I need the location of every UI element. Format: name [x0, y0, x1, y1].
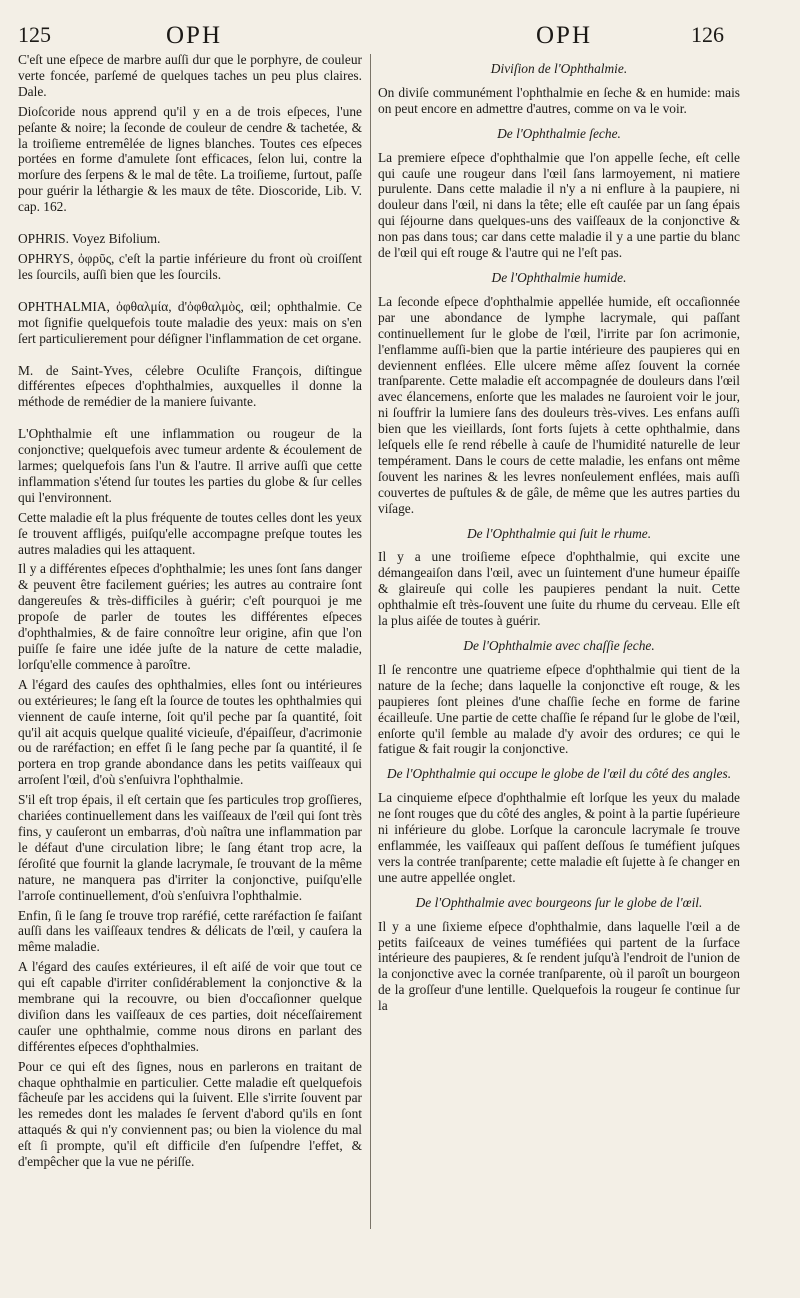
paragraph: Il y a une ſixieme eſpece d'ophthalmie, dans laquelle l'œil a de petits faiſceaux de veines tuméfiées qui partent de la ſurface intérieure des paupieres, & ſe rendent juſqu'à l'endroit de l'union de la conjonctive avec la cornée tranſparente, où il paroît un bourgeon de la groſſeur d'une lentille. Quelquefois la rougeur ſe continue ſur la [378, 918, 740, 1014]
paragraph: OPHTHALMIA, ὀφθαλμία, d'ὀφθαλμὸς, œil; ophthalmie. Ce mot ſignifie quelquefois toute maladie des yeux: mais on s'en ſert particulierement pour déſigner l'inflammation de cet organe. [18, 298, 362, 346]
section-heading: De l'Ophthalmie qui occupe le globe de l'œil du côté des angles. [386, 766, 732, 782]
paragraph: OPHRYS, ὀφρῦς, c'eſt la partie inférieure du front où croiſſent les ſourcils, auſſi bien que les ſourcils. [18, 250, 362, 282]
section-heading: De l'Ophthalmie ſeche. [497, 125, 621, 141]
right-column [378, 52, 740, 1022]
column-rule [370, 54, 371, 1229]
paragraph: Il ſe rencontre une quatrieme eſpece d'ophthalmie qui tient de la nature de la ſeche; dans laquelle la conjonctive eſt rouge, & les paupieres ſont pleines d'une chaſſie ſeche en forme de farine écailleuſe. Une partie de cette chaſſie ſe répand ſur le globe de l'œil, enſorte qu'il ſemble au malade d'y avoir des ordures; ce qui le fatigue & fait rougir la conjonctive. [378, 661, 740, 757]
section-heading: De l'Ophthalmie qui ſuit le rhume. [466, 525, 652, 541]
paragraph: Il y a différentes eſpeces d'ophthalmie; les unes ſont ſans danger & peuvent être facilement guéries; les autres au contraire ſont dangereuſes & très-difficiles à guérir; c'eſt pourquoi je me propoſe de parler de toutes les différentes eſpeces d'ophthalmies, & de faire connoître leur origine, afin que l'on puiſſe ſe faire une idée juſte de la nature de cette maladie, lorſqu'elle commence à paroître. [18, 561, 362, 672]
section-heading: Diviſion de l'Ophthalmie. [490, 61, 628, 76]
paragraph: S'il eſt trop épais, il eſt certain que ſes particules trop groſſieres, chariées continuellement dans les vaiſſeaux de l'œil qui ſont très fins, y cauſeront un embarras, d'où naîtra une inflammation par le défaut d'une circulation libre; le ſang étant trop acre, la ſéroſité que fournit la glande lacrymale, ſe trouvant de la même nature, ne manquera pas d'irriter la conjonctive, puiſqu'elle l'arroſe continuellement, d'où s'enſuivra l'ophthalmie. [18, 792, 362, 903]
paragraph: La cinquieme eſpece d'ophthalmie eſt lorſque les yeux du malade ne ſont rouges que du côté des angles, & point à la partie ſupérieure ni inférieure du globe. Lorſque la caroncule lacrymale ſe trouve enflammée, les vaiſſeaux qui paſſent deſſous ſe tuméfient juſques vers la contrée tranſparente; cette maladie eſt ſujette à ſe changer en une autre appellée onglet. [378, 790, 740, 885]
paragraph: On diviſe communément l'ophthalmie en ſeche & en humide: mais on peut encore en admettre d'autres, comme on va le voir. [378, 84, 740, 116]
paragraph: Pour ce qui eſt des ſignes, nous en parlerons en traitant de chaque ophthalmie en particulier. Cette maladie eſt quelquefois fâcheuſe par les accidens qui la ſuivent. Elle s'irrite ſouvent par les remedes dont les malades ſe ſervent d'abord qu'ils en ſont attaqués & qui n'y conviennent pas; ou bien la violence du mal eſt ſi prompte, qu'il eſt difficile d'en ſuſpendre l'effet, & d'empêcher que la vue ne périſſe. [18, 1058, 362, 1170]
paragraph: Cette maladie eſt la plus fréquente de toutes celles dont les yeux ſe trouvent affligés, puiſqu'elle accompagne preſque toutes les autres maladies qui les attaquent. [18, 509, 362, 557]
paragraph: Il y a une troiſieme eſpece d'ophthalmie, qui excite une démangeaiſon dans l'œil, avec un ſuintement d'une humeur épaiſſe & glaireuſe qui colle les paupieres pendant la nuit. Cette ophthalmie eſt très-ſouvent une ſuite du rhume du cerveau. Elle eſt la plus aiſée de toutes à guérir. [378, 549, 740, 629]
paragraph: C'eſt une eſpece de marbre auſſi dur que le porphyre, de couleur verte foncée, parſemé de quelques taches un peu plus claires. Dale. [18, 52, 362, 99]
paragraph: OPHRIS. Voyez Bifolium. [18, 231, 161, 247]
paragraph: La premiere eſpece d'ophthalmie que l'on appelle ſeche, eſt celle qui cauſe une rougeur dans l'œil ſans larmoyement, ni matiere purulente. Dans cette maladie il n'y a ni enflure à la paupiere, ni douleur dans l'œil, ni dans la tête; elle eſt cauſée par un ſang épais qui ſéjourne dans quelques-uns des vaiſſeaux de la conjonctive & non pas dans tous; car dans cette maladie il y a une partie du blanc de l'œil qui eſt rouge & l'autre qui ne l'eſt pas. [378, 149, 740, 261]
running-header [18, 22, 782, 52]
paragraph: M. de Saint-Yves, célebre Oculiſte François, diſtingue différentes eſpeces d'ophthalmies, auxquelles il donne la méthode de remédier de la maniere ſuivante. [18, 362, 362, 410]
paragraph: Enfin, ſi le ſang ſe trouve trop raréfié, cette raréfaction ſe faiſant auſſi dans les vaiſſeaux tendres & délicats de l'œil, y cauſera la même maladie. [18, 907, 362, 955]
page-number-left: 125 [18, 22, 51, 47]
section-heading: De l'Ophthalmie avec bourgeons ſur le globe de l'œil. [415, 894, 703, 910]
paragraph: L'Ophthalmie eſt une inflammation ou rougeur de la conjonctive; quelquefois avec tumeur ardente & écoulement de larmes; quelquefois ſans l'un & l'autre. Il arrive auſſi que cette inflammation s'étend ſur toutes les parties du globe & ſur celles qui l'environnent. [18, 426, 362, 505]
header-word-left: OPH [166, 22, 223, 49]
paragraph: A l'égard des cauſes des ophthalmies, elles ſont ou intérieures ou extérieures; le ſang eſt la ſource de toutes les ophthalmies qui viennent de cauſe interne, ſoit qu'il peche par ſa quantité, ſoit qu'il ait acquis quelque qualité vicieuſe, d'épaiſſeur, d'acrimonie ou de raréfaction; en effet ſi le ſang peche par ſa quantité, il ſe portera en trop grande abondance dans les petits vaiſſeaux qui arroſent l'œil, d'où s'enſuivra l'ophthalmie. [18, 676, 362, 788]
section-heading: De l'Ophthalmie humide. [491, 269, 627, 285]
paragraph: La ſeconde eſpece d'ophthalmie appellée humide, eſt occaſionnée par une abondance de lymphe lacrymale, qui paſſant continuellement ſur le globe de l'œil, l'irrite par ſon acrimonie, l'enflamme auſſi-bien que la partie intérieure des paupieres qui en deviennent enflées. Elle ulcere même aſſez ſouvent la cornée tranſparente. Cette maladie eſt accompagnée de douleurs dans l'œil avec élancemens, enſorte que les malades ne ſauroient voir le jour, ni ſouffrir la lumiere ſans des douleurs très-vives. Les enfans auſſi bien que les vieillards, ſont forts ſujets à cette ophthalmie, dans leſquels elle ſe rend rébelle à cauſe de l'humidité naturelle de leur tempérament. Dans le cours de cette maladie, les enfans ont même ſouvent les narines & les levres nonſeulement enflées, mais auſſi couvertes de puſtules & de gâle, de même que les autres parties du viſage. [378, 293, 740, 516]
left-column [18, 52, 362, 1174]
page-number-right: 126 [691, 22, 724, 47]
paragraph: A l'égard des cauſes extérieures, il eſt aiſé de voir que tout ce qui eſt capable d'irriter conſidérablement la conjonctive & la membrane qui la recouvre, ou bien d'occaſionner quelque diviſion dans les vaiſſeaux de ces parties, doit néceſſairement cauſer une ophthalmie, comme nous dirons en parlant des différentes eſpeces d'ophthalmies. [18, 959, 362, 1054]
paragraph: Dioſcoride nous apprend qu'il y en a de trois eſpeces, l'une peſante & noire; la ſeconde de couleur de cendre & tachetée, & la troiſieme entremêlée de lignes blanches. Toutes ces eſpeces portées en forme d'amulete ſont efficaces, ſelon lui, contre la morſure des ſerpens & le mal de tête. La troiſieme, ſurtout, paſſe pour guérir la léthargie & les maux de tête. Dioscoride, Lib. V. cap. 162. [18, 103, 362, 215]
section-heading: De l'Ophthalmie avec chaſſie ſeche. [463, 638, 655, 653]
header-word-right: OPH [536, 22, 593, 49]
